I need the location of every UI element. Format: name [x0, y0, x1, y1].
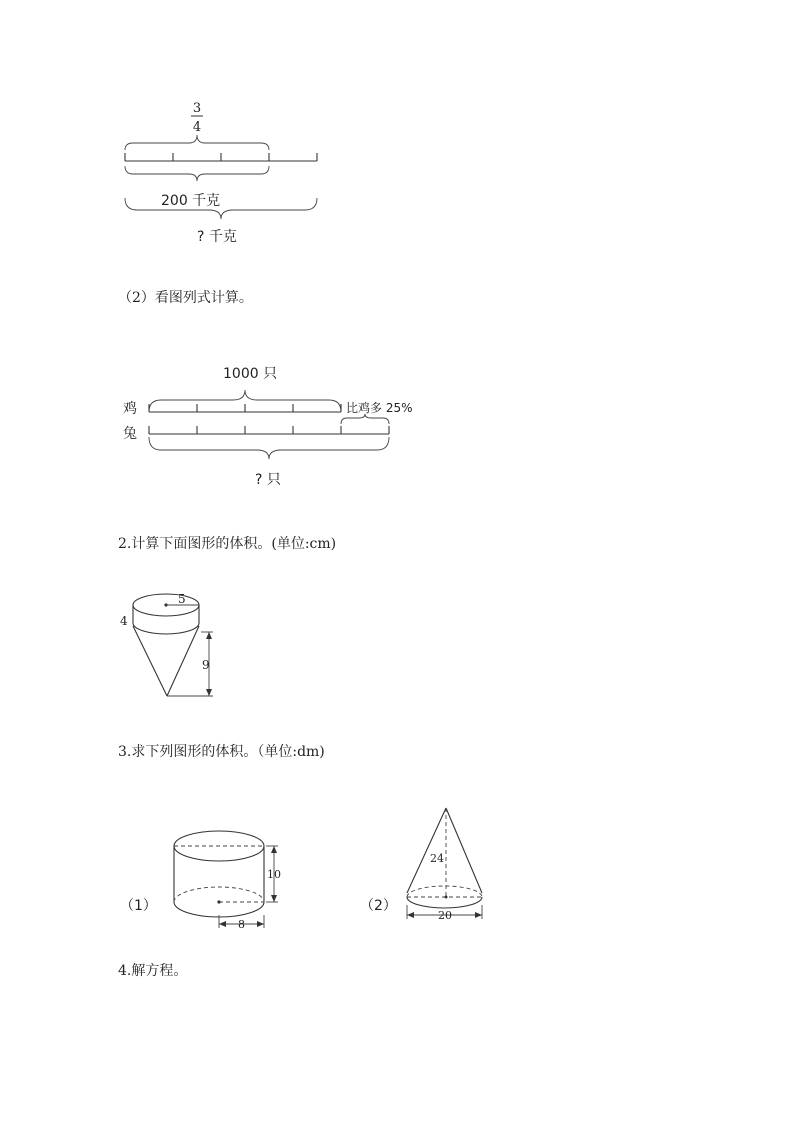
- arrow-left: [407, 912, 414, 918]
- top-brace: [125, 135, 269, 150]
- arrow-down: [206, 689, 212, 696]
- base-back: [407, 886, 482, 897]
- cone-figure: [360, 805, 490, 925]
- arrow-up: [206, 632, 212, 639]
- question-2: 2.计算下面图形的体积。(单位:cm): [118, 536, 337, 552]
- base-front: [407, 897, 482, 908]
- cone-right: [446, 808, 482, 893]
- top-label: 1000 只: [223, 366, 278, 382]
- figure-label-1: （1）: [120, 898, 157, 914]
- cyl-height-label: 4: [120, 614, 128, 628]
- part-label: 200 千克: [161, 193, 221, 209]
- part-brace: [125, 166, 269, 181]
- extra-label: 比鸡多 25%: [346, 401, 413, 415]
- total-brace: [149, 437, 389, 459]
- cone-height-label: 9: [202, 658, 210, 672]
- chicken-label: 鸡: [123, 401, 137, 417]
- chicken-rabbit-diagram: [115, 360, 435, 490]
- radius-label: 5: [178, 592, 186, 606]
- radius-label: 8: [238, 918, 245, 931]
- fraction-numerator: 3: [192, 101, 202, 116]
- total-label: ? 只: [255, 472, 281, 488]
- whole-label: ? 千克: [197, 229, 237, 245]
- rabbit-label: 兔: [123, 426, 137, 442]
- cylinder-bottom: [133, 623, 199, 634]
- center-dot: [217, 900, 220, 903]
- arrow-up: [271, 846, 277, 853]
- question-2-sub: （2）看图列式计算。: [118, 290, 253, 306]
- question-4: 4.解方程。: [118, 963, 188, 979]
- bottom-front: [174, 902, 264, 917]
- cone-left: [133, 626, 167, 696]
- height-label: 10: [267, 868, 281, 881]
- fraction-bar-diagram: [115, 95, 335, 255]
- cone-right: [167, 626, 199, 696]
- extra-brace: [341, 414, 389, 424]
- question-3: 3.求下列图形的体积。（单位:dm): [118, 744, 325, 760]
- diameter-label: 20: [438, 909, 452, 922]
- cylinder-cone-figure: [115, 578, 235, 703]
- figure-label-2: （2）: [360, 898, 397, 914]
- arrow-left: [219, 921, 226, 927]
- arrow-right: [257, 921, 264, 927]
- fraction-denominator: 4: [192, 120, 202, 135]
- height-label: 24: [430, 852, 444, 865]
- center-dot: [445, 896, 448, 899]
- cone-left: [407, 808, 446, 893]
- cylinder-figure: [120, 820, 310, 935]
- arrow-right: [475, 912, 482, 918]
- whole-brace: [125, 198, 317, 219]
- arrow-down: [271, 895, 277, 902]
- bottom-back: [174, 887, 264, 902]
